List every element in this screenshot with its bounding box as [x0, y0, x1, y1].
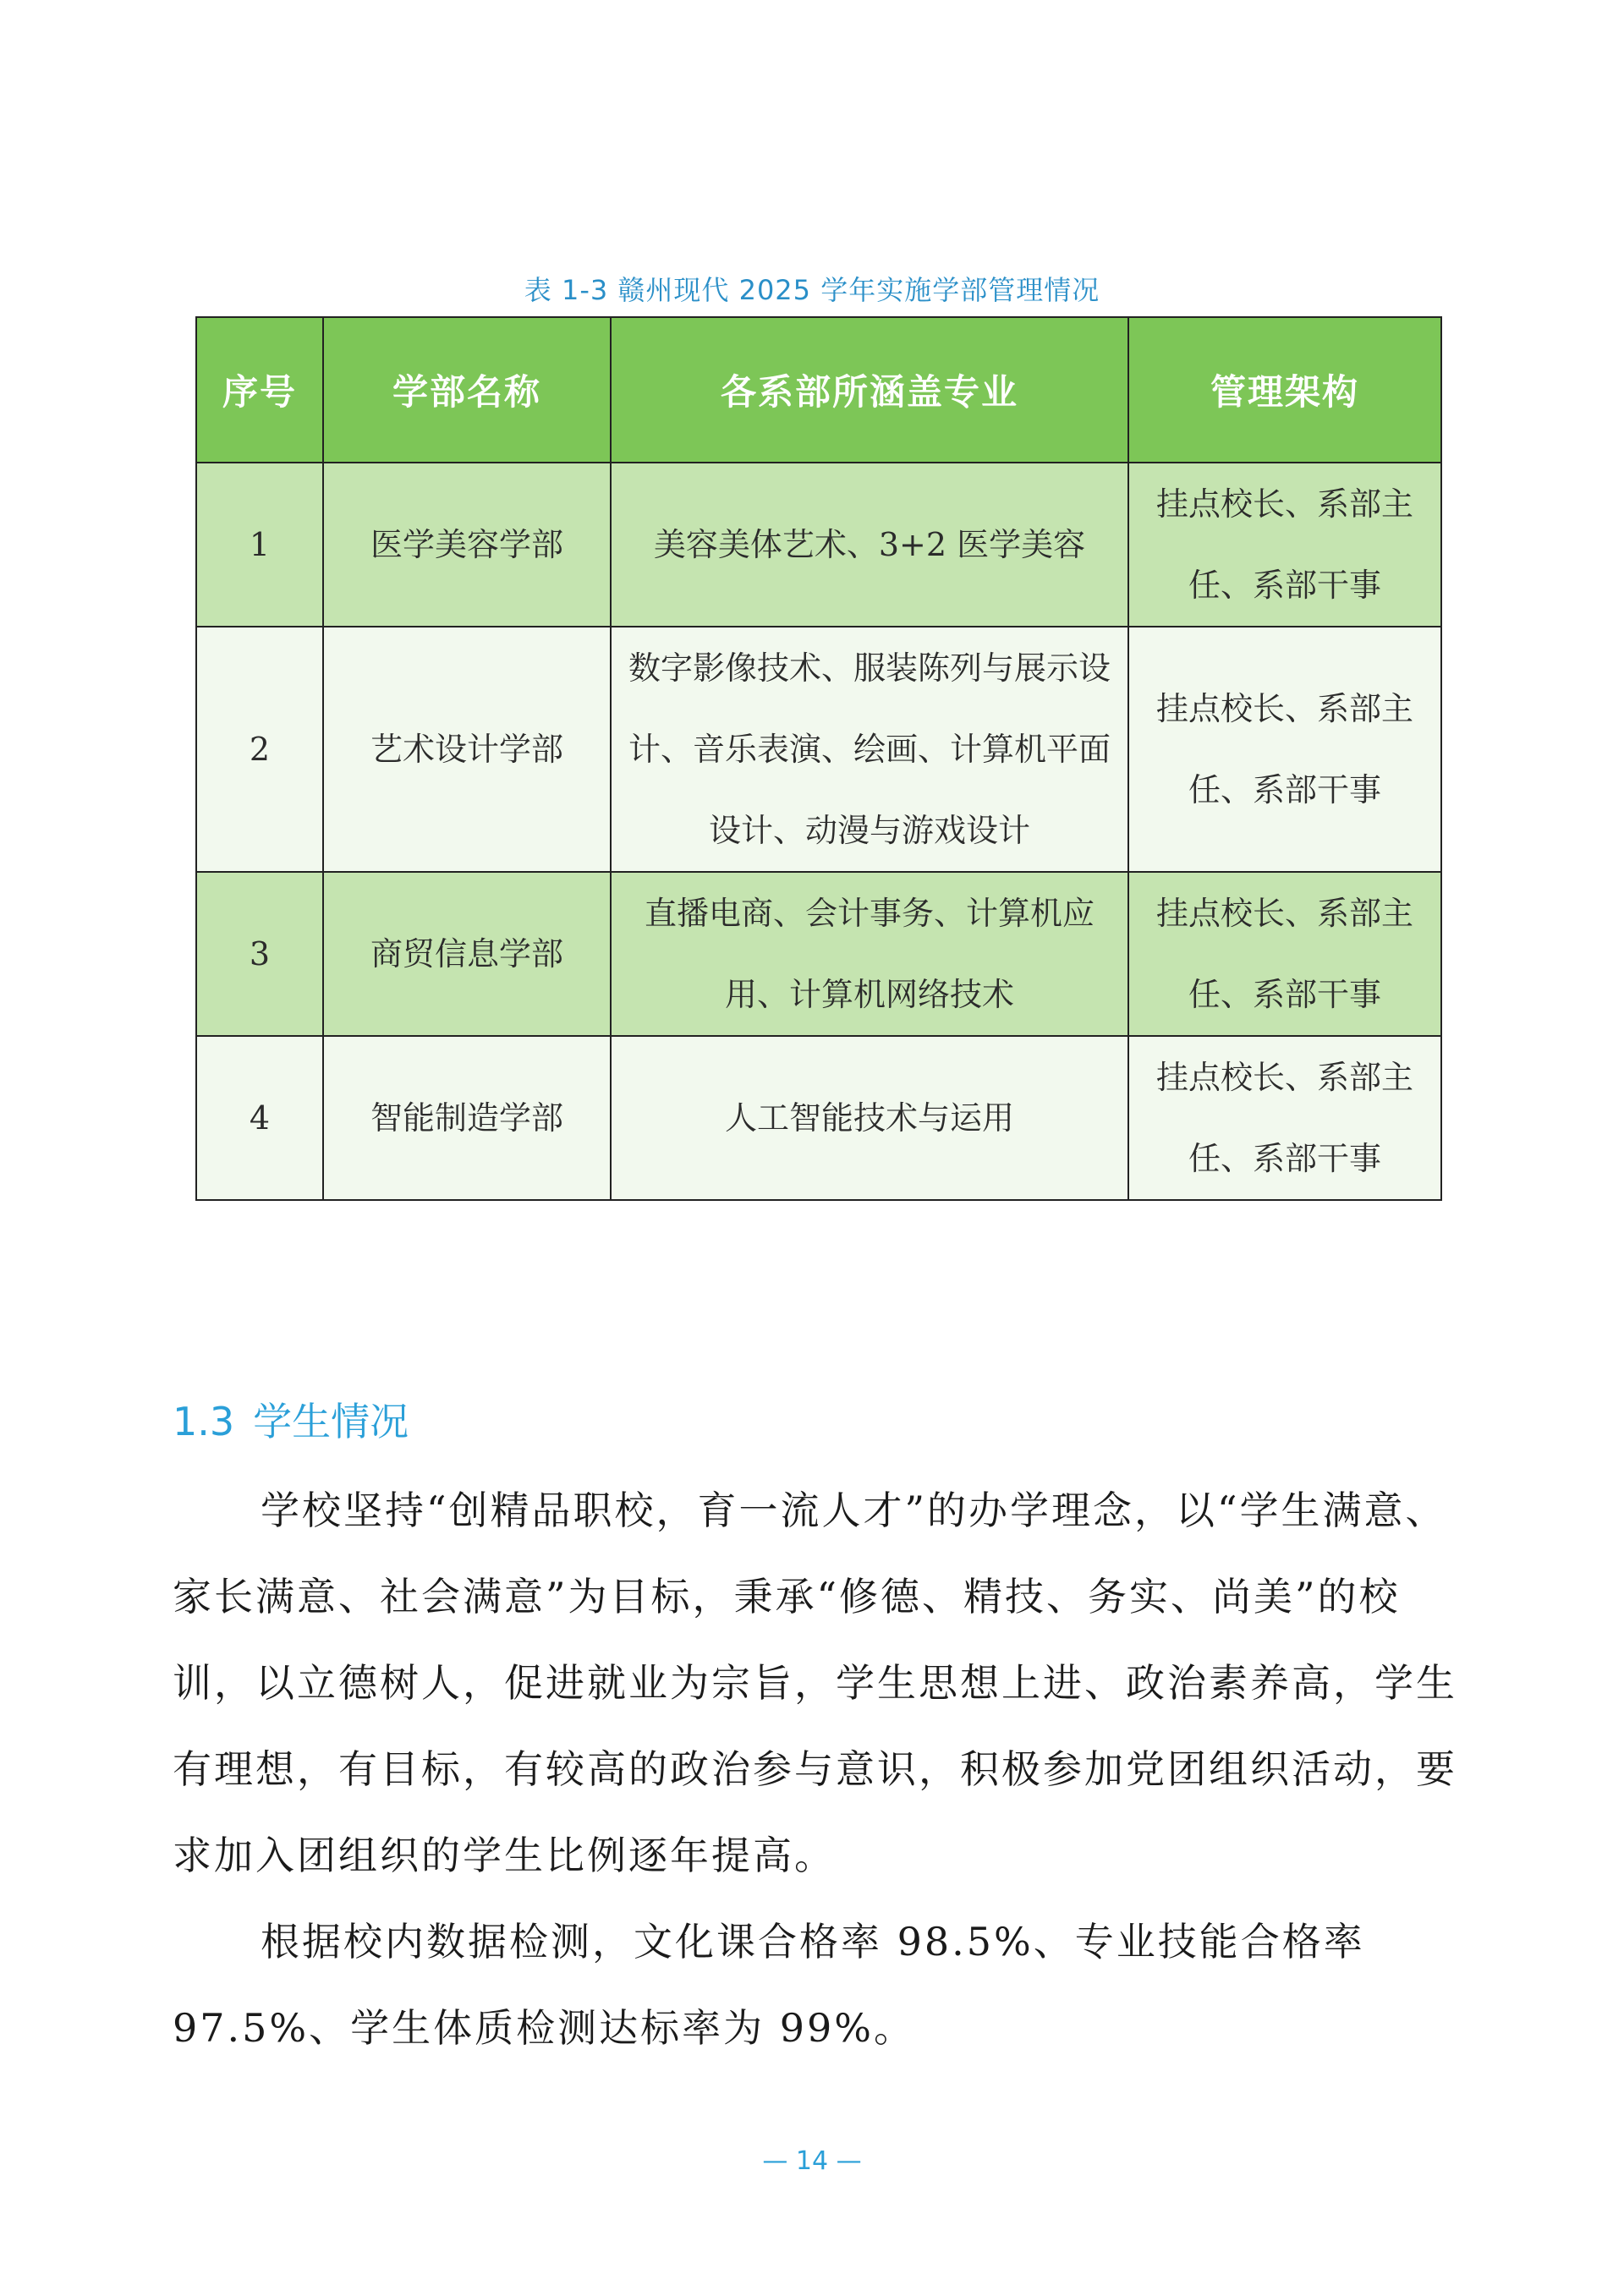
table-header-row	[196, 317, 1441, 463]
cell-majors: 美容美体艺术、3+2 医学美容	[611, 463, 1128, 627]
header-no: 序号	[196, 317, 323, 463]
cell-management: 挂点校长、系部主任、系部干事	[1128, 463, 1441, 627]
cell-management: 挂点校长、系部主任、系部干事	[1128, 627, 1441, 872]
cell-no: 2	[196, 627, 323, 872]
header-department: 学部名称	[323, 317, 611, 463]
body-paragraph-pass-rates: 根据校内数据检测，文化课合格率 98.5%、专业技能合格率 97.5%、学生体质检测达标率为 99%。	[173, 1919, 1365, 2051]
header-majors: 各系部所涵盖专业	[611, 317, 1128, 463]
table-row	[196, 872, 1441, 1036]
cell-department: 艺术设计学部	[323, 627, 611, 872]
cell-majors: 人工智能技术与运用	[611, 1036, 1128, 1200]
table-row	[196, 627, 1441, 872]
cell-management: 挂点校长、系部主任、系部干事	[1128, 1036, 1441, 1200]
cell-majors: 数字影像技术、服装陈列与展示设计、音乐表演、绘画、计算机平面设计、动漫与游戏设计	[611, 627, 1128, 872]
cell-management: 挂点校长、系部主任、系部干事	[1128, 872, 1441, 1036]
section-number: 1.3	[173, 1399, 235, 1444]
cell-department: 商贸信息学部	[323, 872, 611, 1036]
page-number: — 14 —	[762, 2146, 862, 2176]
section-title-text: 学生情况	[253, 1399, 409, 1444]
table-row	[196, 463, 1441, 627]
cell-department: 智能制造学部	[323, 1036, 611, 1200]
cell-no: 3	[196, 872, 323, 1036]
cell-no: 1	[196, 463, 323, 627]
department-table	[195, 316, 1442, 1201]
table-caption: 表 1-3 赣州现代 2025 学年实施学部管理情况	[524, 274, 1100, 306]
section-heading	[173, 1391, 409, 1447]
body-paragraph-philosophy: 学校坚持“创精品职校，育一流人才”的办学理念，以“学生满意、家长满意、社会满意”为目标，秉承“修德、精技、务实、尚美”的校训，以立德树人，促进就业为宗旨，学生思想上进、政治素养高，学生有理想，有目标，有较高的政治参与意识，积极参加党团组织活动，要求加入团组织的学生比例逐年提高。	[173, 1488, 1457, 1878]
cell-no: 4	[196, 1036, 323, 1200]
cell-majors: 直播电商、会计事务、计算机应用、计算机网络技术	[611, 872, 1128, 1036]
table-row	[196, 1036, 1441, 1200]
header-management: 管理架构	[1128, 317, 1441, 463]
cell-department: 医学美容学部	[323, 463, 611, 627]
